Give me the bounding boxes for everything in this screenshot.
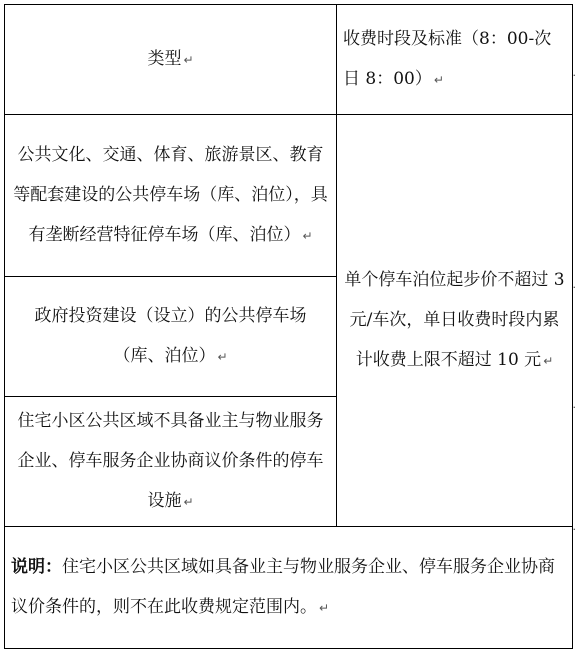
fee-standard-table [4,4,573,649]
paragraph-mark-icon: ↵ [434,73,444,87]
type-cell-government-investment [5,277,337,397]
table-row [5,115,573,277]
table-header-row [5,5,573,115]
paragraph-mark-icon: ↵ [302,229,312,243]
fee-standard-text: 单个停车泊位起步价不超过 3 元/车次，单日收费时段内累计收费上限不超过 10 元 [344,270,564,370]
fee-standard-cell [337,115,573,527]
header-fee-label: 收费时段及标准（8：00-次日 8：00） [343,29,551,89]
note-label: 说明： [11,557,62,577]
paragraph-mark-icon: ↵ [183,495,193,509]
edge-mark: · [573,282,576,294]
note-text: 住宅小区公共区域如具备业主与物业服务企业、停车服务企业协商议价条件的，则不在此收费规定范围内。 [11,557,555,617]
header-type-cell [5,5,337,115]
type-text: 政府投资建设（设立）的公共停车场（库、泊位） [35,306,307,366]
type-text: 公共文化、交通、体育、旅游景区、教育等配套建设的公共停车场（库、泊位），具有垄断经营特征停车场（库、泊位） [13,145,328,245]
note-row [5,527,573,649]
edge-mark: · [573,402,576,414]
paragraph-mark-icon: ↵ [319,601,329,615]
edge-mark: · [573,70,576,82]
edge-mark: · [573,524,576,536]
paragraph-mark-icon: ↵ [217,350,227,364]
paragraph-mark-icon: ↵ [543,354,553,368]
type-cell-residential-community [5,397,337,527]
type-text: 住宅小区公共区域不具备业主与物业服务企业、停车服务企业协商议价条件的停车设施 [18,411,324,511]
note-cell [5,527,573,649]
header-fee-cell [337,5,573,115]
header-type-label: 类型 [147,49,181,69]
paragraph-mark-icon: ↵ [183,53,193,67]
type-cell-public-facilities [5,115,337,277]
